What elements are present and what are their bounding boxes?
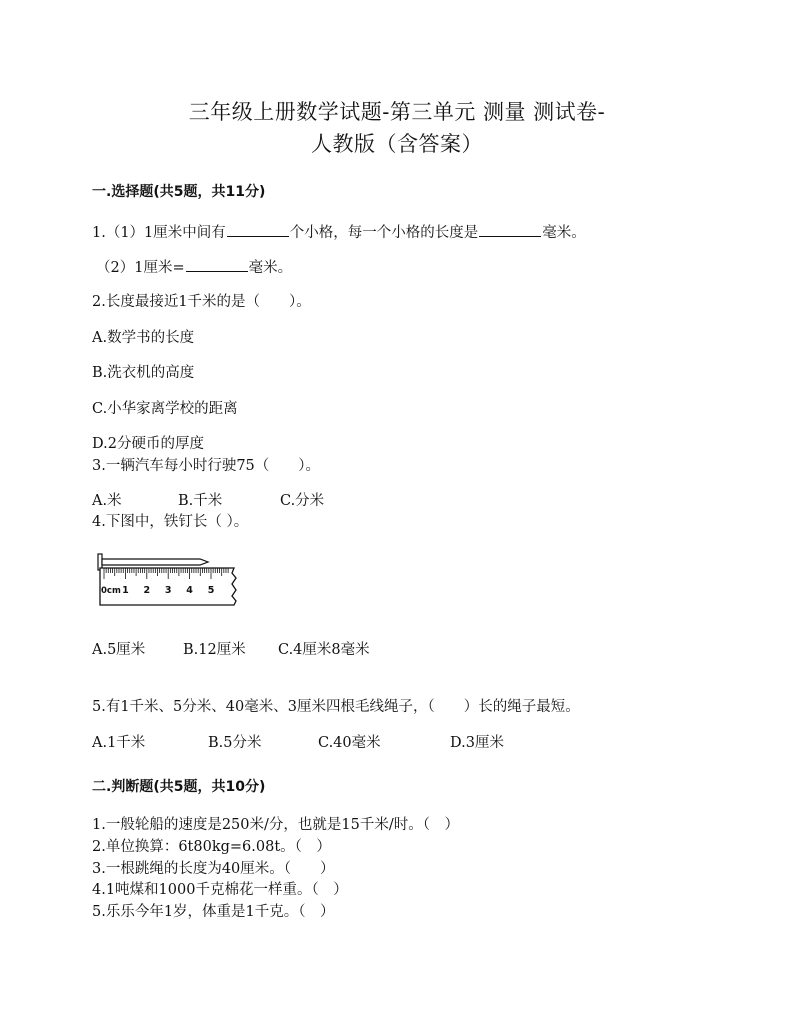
q2-option-d[interactable]: D.2分硬币的厚度 [92,436,204,452]
q1-part2-text-a: （2）1厘米= [96,260,185,276]
page-title-line1: 三年级上册数学试题-第三单元 测量 测试卷- [188,100,606,124]
judge-item-5: 5.乐乐今年1岁，体重是1千克。（ ） [92,904,335,920]
q1-blank-3[interactable] [186,256,248,272]
q5-option-c[interactable]: C.40毫米 [318,735,381,751]
q1-part1-text-c: 毫米。 [542,225,586,241]
q5-option-a[interactable]: A.1千米 [92,735,146,751]
judge-item-1: 1.一般轮船的速度是250米/分，也就是15千米/时。（ ） [92,817,459,833]
q4-option-a[interactable]: A.5厘米 [92,642,146,658]
ruler-label: 3 [164,585,172,596]
q4-stem: 4.下图中，铁钉长（ ）。 [92,514,249,530]
q3-option-c[interactable]: C.分米 [280,493,325,509]
q1-part1-text-b: 个小格，每一个小格的长度是 [289,225,479,241]
q3-option-a[interactable]: A.米 [92,493,122,509]
q1-part2-text-b: 毫米。 [248,260,293,276]
ruler-label: 0cm [101,586,121,596]
q4-option-b[interactable]: B.12厘米 [183,642,246,658]
ruler-label: 5 [207,585,215,596]
q2-option-b[interactable]: B.洗衣机的高度 [92,365,195,381]
section2-heading: 二.判断题(共5题，共10分) [92,779,266,795]
q4-option-c[interactable]: C.4厘米8毫米 [278,642,370,658]
ruler-label: 2 [143,585,151,596]
page-title-line2: 人教版（含答案） [311,132,483,156]
q2-option-c[interactable]: C.小华家离学校的距离 [92,401,238,417]
ruler-label: 1 [122,585,129,596]
q3-option-b[interactable]: B.千米 [178,493,223,509]
q2-stem: 2.长度最接近1千米的是（ ）。 [92,294,311,310]
judge-item-4: 4.1吨煤和1000千克棉花一样重。（ ） [92,882,348,898]
q1-blank-1[interactable] [227,221,289,237]
q5-stem: 5.有1千米、5分米、40毫米、3厘米四根毛线绳子，（ ）长的绳子最短。 [92,699,580,715]
q1-blank-2[interactable] [479,221,541,237]
q2-option-a[interactable]: A.数学书的长度 [92,330,195,346]
judge-item-2: 2.单位换算：6t80kg=6.08t。（ ） [92,839,331,855]
q5-option-d[interactable]: D.3厘米 [450,735,504,751]
q1-part1-text-a: 1.（1）1厘米中间有 [92,225,226,241]
ruler-nail-figure [96,549,246,609]
section1-heading: 一.选择题(共5题，共11分) [92,184,266,200]
q3-stem: 3.一辆汽车每小时行驶75（ ）。 [92,458,321,474]
q1-part2 [96,256,292,278]
q1-part1 [92,221,586,243]
q5-option-b[interactable]: B.5分米 [208,735,262,751]
ruler-label: 4 [186,585,193,596]
judge-item-3: 3.一根跳绳的长度为40厘米。（ ） [92,861,335,877]
